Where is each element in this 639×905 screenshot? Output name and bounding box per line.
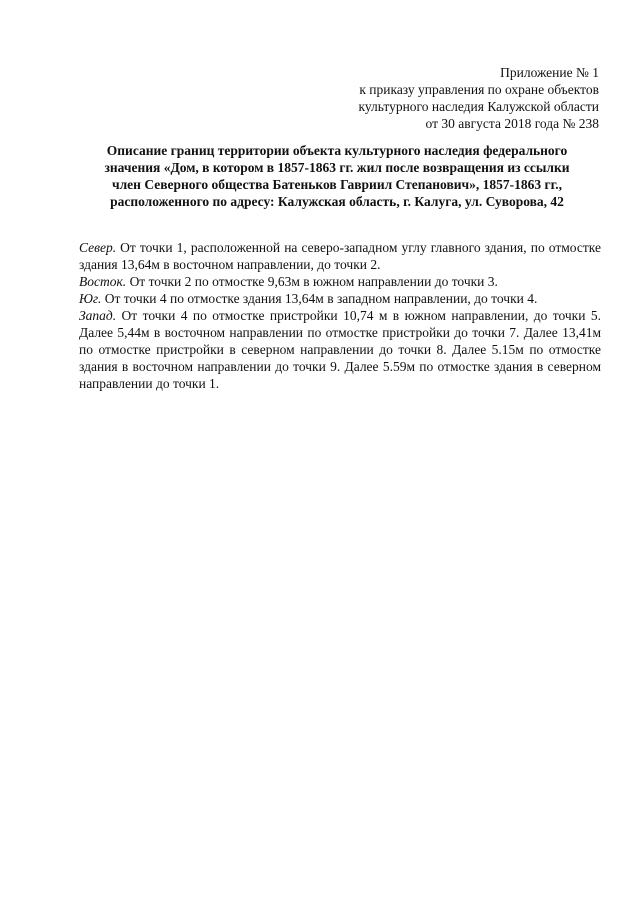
section-east xyxy=(79,273,601,290)
appendix-line-3: культурного наследия Калужской области xyxy=(358,99,599,114)
section-text-east: От точки 2 по отмостке 9,63м в южном направлении до точки 3. xyxy=(126,274,498,289)
section-south xyxy=(79,290,601,307)
appendix-line-1: Приложение № 1 xyxy=(500,65,599,80)
direction-label-north: Север. xyxy=(79,240,117,255)
direction-label-west: Запад. xyxy=(79,308,117,323)
appendix-header xyxy=(279,64,599,132)
appendix-line-4: от 30 августа 2018 года № 238 xyxy=(425,116,599,131)
section-north xyxy=(79,239,601,273)
title-line-4: расположенного по адресу: Калужская область, г. Калуга, ул. Суворова, 42 xyxy=(110,194,564,209)
direction-label-east: Восток. xyxy=(79,274,127,289)
title-line-1: Описание границ территории объекта культурного наследия федерального xyxy=(106,143,568,158)
appendix-line-2: к приказу управления по охране объектов xyxy=(359,82,599,97)
boundary-description xyxy=(79,239,601,392)
section-text-north: От точки 1, расположенной на северо-западном углу главного здания, по отмостке здания 13,64м в восточном направлении, до точки 2. xyxy=(79,240,601,272)
section-text-south: От точки 4 по отмостке здания 13,64м в западном направлении, до точки 4. xyxy=(101,291,538,306)
title-line-3: член Северного общества Батеньков Гавриил Степанович», 1857-1863 гг., xyxy=(111,177,563,192)
title-line-2: значения «Дом, в котором в 1857-1863 гг. жил после возвращения из ссылки xyxy=(104,160,570,175)
section-text-west: От точки 4 по отмостке пристройки 10,74 м в южном направлении, до точки 5. Далее 5,44м в восточном направлении по отмостке пристройки до точки 7. Далее 13,41м по отмостке пристройки в северном направлении до точки 8. Далее 5.15м по отмостке здания в восточном направлении до точки 9. Далее 5.59м по отмостке здания в северном направлении до точки 1. xyxy=(79,308,601,391)
document-title xyxy=(72,142,602,210)
section-west xyxy=(79,307,601,392)
direction-label-south: Юг. xyxy=(79,291,102,306)
